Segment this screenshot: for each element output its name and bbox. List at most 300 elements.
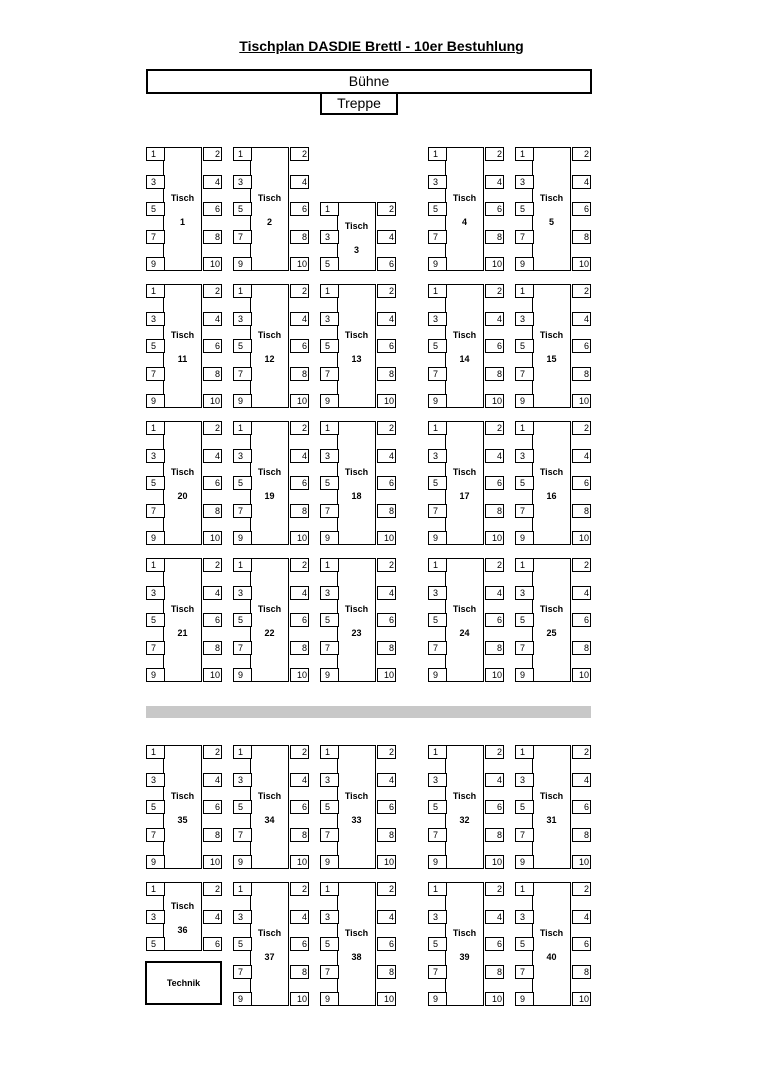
seat-box: 6 bbox=[485, 476, 504, 490]
table-40 bbox=[532, 882, 571, 1006]
seat-box: 1 bbox=[515, 882, 534, 896]
seat-box: 9 bbox=[233, 394, 252, 408]
seat-box: 7 bbox=[515, 504, 534, 518]
seat-box: 10 bbox=[572, 992, 591, 1006]
table-32 bbox=[445, 745, 484, 869]
seat-box: 1 bbox=[428, 882, 447, 896]
seat-box: 4 bbox=[290, 586, 309, 600]
table-number-label: 15 bbox=[546, 354, 557, 364]
seat-box: 2 bbox=[377, 421, 396, 435]
seat-box: 6 bbox=[377, 937, 396, 951]
seat-box: 9 bbox=[146, 394, 165, 408]
seat-box: 5 bbox=[146, 476, 165, 490]
seat-box: 7 bbox=[233, 367, 252, 381]
seat-box: 8 bbox=[203, 641, 222, 655]
seat-box: 5 bbox=[146, 339, 165, 353]
seat-box: 9 bbox=[428, 668, 447, 682]
seat-box: 8 bbox=[377, 367, 396, 381]
table-35 bbox=[163, 745, 202, 869]
seat-box: 4 bbox=[377, 773, 396, 787]
table-number-label: 1 bbox=[179, 217, 185, 227]
seat-box: 6 bbox=[377, 257, 396, 271]
seat-box: 2 bbox=[572, 147, 591, 161]
seat-box: 3 bbox=[320, 230, 339, 244]
seat-box: 7 bbox=[515, 230, 534, 244]
seat-box: 4 bbox=[203, 910, 222, 924]
table-22 bbox=[250, 558, 289, 682]
seat-box: 10 bbox=[572, 855, 591, 869]
seat-box: 7 bbox=[515, 828, 534, 842]
table-number-label: 22 bbox=[264, 628, 275, 638]
table-word-label: Tisch bbox=[452, 791, 477, 801]
table-number-label: 32 bbox=[459, 815, 470, 825]
seat-box: 5 bbox=[146, 202, 165, 216]
seat-box: 1 bbox=[146, 882, 165, 896]
seat-box: 9 bbox=[515, 531, 534, 545]
seat-box: 9 bbox=[320, 668, 339, 682]
table-18 bbox=[337, 421, 376, 545]
seat-box: 1 bbox=[515, 421, 534, 435]
seat-box: 3 bbox=[233, 175, 252, 189]
seat-box: 5 bbox=[233, 800, 252, 814]
table-number-label: 40 bbox=[546, 952, 557, 962]
page-title: Tischplan DASDIE Brettl - 10er Bestuhlung bbox=[239, 38, 524, 54]
seat-box: 4 bbox=[377, 586, 396, 600]
seat-box: 2 bbox=[290, 147, 309, 161]
seat-box: 9 bbox=[233, 992, 252, 1006]
seat-box: 9 bbox=[320, 855, 339, 869]
seat-box: 4 bbox=[572, 175, 591, 189]
seat-box: 2 bbox=[377, 745, 396, 759]
seat-box: 6 bbox=[290, 339, 309, 353]
seat-box: 1 bbox=[515, 284, 534, 298]
seat-box: 3 bbox=[428, 449, 447, 463]
seat-box: 6 bbox=[485, 613, 504, 627]
table-number-label: 34 bbox=[264, 815, 275, 825]
seat-box: 7 bbox=[515, 367, 534, 381]
seat-box: 6 bbox=[485, 202, 504, 216]
seat-box: 5 bbox=[428, 202, 447, 216]
seat-box: 3 bbox=[146, 312, 165, 326]
seat-box: 6 bbox=[377, 800, 396, 814]
seat-box: 6 bbox=[572, 800, 591, 814]
seat-box: 9 bbox=[515, 394, 534, 408]
seat-box: 10 bbox=[290, 668, 309, 682]
seat-box: 2 bbox=[377, 284, 396, 298]
seat-box: 9 bbox=[428, 992, 447, 1006]
seat-box: 10 bbox=[290, 531, 309, 545]
table-12 bbox=[250, 284, 289, 408]
seat-box: 9 bbox=[233, 855, 252, 869]
seat-box: 4 bbox=[485, 773, 504, 787]
table-word-label: Tisch bbox=[257, 791, 282, 801]
seat-box: 6 bbox=[290, 937, 309, 951]
seat-box: 1 bbox=[320, 882, 339, 896]
table-17 bbox=[445, 421, 484, 545]
table-number-label: 38 bbox=[351, 952, 362, 962]
seat-box: 8 bbox=[485, 230, 504, 244]
table-24 bbox=[445, 558, 484, 682]
seat-box: 6 bbox=[290, 476, 309, 490]
table-number-label: 24 bbox=[459, 628, 470, 638]
table-13 bbox=[337, 284, 376, 408]
seat-box: 9 bbox=[515, 992, 534, 1006]
seat-box: 8 bbox=[377, 641, 396, 655]
seat-box: 5 bbox=[146, 613, 165, 627]
seat-box: 6 bbox=[377, 476, 396, 490]
table-word-label: Tisch bbox=[344, 220, 369, 231]
seat-box: 6 bbox=[485, 800, 504, 814]
seat-box: 4 bbox=[290, 175, 309, 189]
table-word-label: Tisch bbox=[257, 330, 282, 340]
seat-box: 7 bbox=[428, 504, 447, 518]
table-number-label: 23 bbox=[351, 628, 362, 638]
seat-box: 3 bbox=[233, 910, 252, 924]
stairs-box: Treppe bbox=[320, 92, 398, 115]
seat-box: 2 bbox=[290, 745, 309, 759]
seat-box: 2 bbox=[377, 202, 396, 216]
table-number-label: 31 bbox=[546, 815, 557, 825]
seat-box: 1 bbox=[146, 558, 165, 572]
seat-box: 4 bbox=[572, 312, 591, 326]
table-number-label: 13 bbox=[351, 354, 362, 364]
table-number-label: 37 bbox=[264, 952, 275, 962]
seat-box: 1 bbox=[320, 421, 339, 435]
seat-box: 6 bbox=[572, 613, 591, 627]
seat-box: 5 bbox=[146, 800, 165, 814]
seat-box: 7 bbox=[146, 828, 165, 842]
table-word-label: Tisch bbox=[344, 604, 369, 614]
seat-box: 4 bbox=[572, 910, 591, 924]
table-4 bbox=[445, 147, 484, 271]
seat-box: 5 bbox=[320, 800, 339, 814]
seat-box: 8 bbox=[203, 828, 222, 842]
seat-box: 2 bbox=[572, 745, 591, 759]
table-number-label: 35 bbox=[177, 815, 188, 825]
seat-box: 2 bbox=[377, 882, 396, 896]
seat-box: 5 bbox=[428, 613, 447, 627]
seat-box: 1 bbox=[428, 284, 447, 298]
seat-box: 4 bbox=[485, 910, 504, 924]
seat-box: 1 bbox=[428, 558, 447, 572]
seat-box: 5 bbox=[515, 476, 534, 490]
seat-box: 4 bbox=[377, 230, 396, 244]
table-39 bbox=[445, 882, 484, 1006]
seat-box: 3 bbox=[233, 586, 252, 600]
seat-box: 3 bbox=[515, 449, 534, 463]
table-14 bbox=[445, 284, 484, 408]
seat-box: 10 bbox=[572, 394, 591, 408]
seat-box: 2 bbox=[485, 882, 504, 896]
table-word-label: Tisch bbox=[344, 330, 369, 340]
seat-box: 7 bbox=[320, 828, 339, 842]
table-38 bbox=[337, 882, 376, 1006]
seat-box: 10 bbox=[377, 992, 396, 1006]
seat-box: 1 bbox=[515, 147, 534, 161]
seat-box: 1 bbox=[320, 558, 339, 572]
seat-box: 4 bbox=[377, 449, 396, 463]
seat-box: 2 bbox=[203, 421, 222, 435]
table-number-label: 20 bbox=[177, 491, 188, 501]
table-word-label: Tisch bbox=[539, 791, 564, 801]
seat-box: 2 bbox=[377, 558, 396, 572]
seat-box: 8 bbox=[485, 965, 504, 979]
table-21 bbox=[163, 558, 202, 682]
table-word-label: Tisch bbox=[170, 193, 195, 203]
seat-box: 1 bbox=[233, 421, 252, 435]
seat-box: 1 bbox=[320, 745, 339, 759]
seat-box: 5 bbox=[515, 613, 534, 627]
seat-box: 6 bbox=[572, 937, 591, 951]
seat-box: 2 bbox=[203, 284, 222, 298]
seat-box: 9 bbox=[428, 257, 447, 271]
seat-box: 8 bbox=[290, 641, 309, 655]
seat-box: 3 bbox=[428, 175, 447, 189]
seat-box: 6 bbox=[290, 202, 309, 216]
seat-box: 5 bbox=[320, 613, 339, 627]
seat-box: 6 bbox=[203, 476, 222, 490]
seat-box: 10 bbox=[290, 992, 309, 1006]
seat-box: 3 bbox=[320, 312, 339, 326]
seat-box: 8 bbox=[290, 367, 309, 381]
table-word-label: Tisch bbox=[452, 193, 477, 203]
table-word-label: Tisch bbox=[344, 791, 369, 801]
table-11 bbox=[163, 284, 202, 408]
seat-box: 9 bbox=[320, 531, 339, 545]
seat-box: 7 bbox=[146, 230, 165, 244]
seat-box: 3 bbox=[146, 586, 165, 600]
seat-box: 10 bbox=[572, 531, 591, 545]
seat-box: 8 bbox=[203, 504, 222, 518]
seat-box: 8 bbox=[572, 367, 591, 381]
table-33 bbox=[337, 745, 376, 869]
seat-box: 4 bbox=[572, 773, 591, 787]
seat-box: 7 bbox=[233, 828, 252, 842]
seat-box: 5 bbox=[515, 800, 534, 814]
seat-box: 9 bbox=[515, 668, 534, 682]
seat-box: 5 bbox=[320, 257, 339, 271]
seat-box: 10 bbox=[485, 855, 504, 869]
seat-box: 6 bbox=[203, 937, 222, 951]
seat-box: 8 bbox=[572, 965, 591, 979]
seat-box: 6 bbox=[290, 800, 309, 814]
seat-box: 2 bbox=[203, 745, 222, 759]
seat-box: 4 bbox=[290, 773, 309, 787]
seat-box: 3 bbox=[515, 175, 534, 189]
seat-box: 8 bbox=[485, 504, 504, 518]
seat-box: 6 bbox=[203, 800, 222, 814]
seat-box: 9 bbox=[233, 257, 252, 271]
table-word-label: Tisch bbox=[170, 900, 195, 911]
seat-box: 9 bbox=[428, 394, 447, 408]
seat-box: 2 bbox=[485, 284, 504, 298]
seat-box: 1 bbox=[146, 421, 165, 435]
table-word-label: Tisch bbox=[257, 467, 282, 477]
seat-box: 8 bbox=[203, 230, 222, 244]
table-number-label: 21 bbox=[177, 628, 188, 638]
seat-box: 3 bbox=[233, 773, 252, 787]
seat-box: 6 bbox=[203, 202, 222, 216]
seat-box: 2 bbox=[290, 558, 309, 572]
seat-box: 8 bbox=[485, 367, 504, 381]
seat-box: 5 bbox=[233, 339, 252, 353]
seat-box: 6 bbox=[572, 339, 591, 353]
seat-box: 8 bbox=[572, 230, 591, 244]
seat-box: 3 bbox=[233, 312, 252, 326]
seat-box: 5 bbox=[233, 937, 252, 951]
seat-box: 7 bbox=[428, 828, 447, 842]
seat-box: 9 bbox=[146, 668, 165, 682]
table-number-label: 5 bbox=[548, 217, 554, 227]
seat-box: 4 bbox=[485, 449, 504, 463]
seat-box: 3 bbox=[428, 312, 447, 326]
table-number-label: 25 bbox=[546, 628, 557, 638]
seat-box: 1 bbox=[233, 882, 252, 896]
seat-box: 7 bbox=[428, 641, 447, 655]
table-number-label: 36 bbox=[177, 924, 188, 935]
seat-box: 1 bbox=[320, 202, 339, 216]
seat-box: 2 bbox=[572, 882, 591, 896]
seat-box: 7 bbox=[320, 641, 339, 655]
seat-box: 8 bbox=[377, 965, 396, 979]
seat-box: 10 bbox=[290, 257, 309, 271]
seat-box: 6 bbox=[572, 476, 591, 490]
seat-box: 5 bbox=[320, 937, 339, 951]
seat-box: 10 bbox=[485, 394, 504, 408]
table-15 bbox=[532, 284, 571, 408]
seat-box: 3 bbox=[515, 773, 534, 787]
seat-box: 5 bbox=[146, 937, 165, 951]
seat-box: 4 bbox=[203, 175, 222, 189]
table-word-label: Tisch bbox=[452, 467, 477, 477]
seat-box: 7 bbox=[233, 504, 252, 518]
seat-box: 9 bbox=[233, 531, 252, 545]
seat-box: 4 bbox=[203, 312, 222, 326]
seat-box: 5 bbox=[233, 476, 252, 490]
seat-box: 1 bbox=[233, 284, 252, 298]
seat-box: 8 bbox=[203, 367, 222, 381]
seat-box: 7 bbox=[233, 230, 252, 244]
seat-box: 3 bbox=[320, 586, 339, 600]
seat-box: 7 bbox=[515, 965, 534, 979]
seat-box: 7 bbox=[146, 367, 165, 381]
table-number-label: 11 bbox=[177, 354, 188, 364]
seat-box: 3 bbox=[233, 449, 252, 463]
seat-box: 2 bbox=[203, 558, 222, 572]
seat-box: 4 bbox=[203, 449, 222, 463]
table-word-label: Tisch bbox=[170, 330, 195, 340]
seat-box: 3 bbox=[428, 773, 447, 787]
seat-box: 9 bbox=[233, 668, 252, 682]
seat-box: 6 bbox=[485, 339, 504, 353]
seat-box: 2 bbox=[572, 558, 591, 572]
seat-box: 7 bbox=[233, 965, 252, 979]
seat-box: 2 bbox=[290, 882, 309, 896]
seat-box: 4 bbox=[203, 586, 222, 600]
seat-box: 6 bbox=[485, 937, 504, 951]
seat-box: 3 bbox=[146, 449, 165, 463]
table-19 bbox=[250, 421, 289, 545]
table-number-label: 39 bbox=[459, 952, 470, 962]
seat-box: 10 bbox=[572, 257, 591, 271]
seat-box: 8 bbox=[290, 504, 309, 518]
seat-box: 7 bbox=[146, 641, 165, 655]
seat-box: 7 bbox=[320, 504, 339, 518]
seat-box: 2 bbox=[203, 882, 222, 896]
table-5 bbox=[532, 147, 571, 271]
seat-box: 10 bbox=[290, 394, 309, 408]
table-word-label: Tisch bbox=[539, 467, 564, 477]
seat-box: 10 bbox=[485, 992, 504, 1006]
seat-box: 3 bbox=[428, 586, 447, 600]
seat-box: 8 bbox=[572, 641, 591, 655]
seat-box: 10 bbox=[377, 855, 396, 869]
seat-box: 4 bbox=[572, 586, 591, 600]
section-divider bbox=[146, 706, 591, 718]
seat-box: 10 bbox=[377, 531, 396, 545]
table-25 bbox=[532, 558, 571, 682]
seat-box: 8 bbox=[485, 641, 504, 655]
seat-box: 1 bbox=[233, 558, 252, 572]
seat-box: 1 bbox=[320, 284, 339, 298]
table-word-label: Tisch bbox=[344, 928, 369, 938]
seat-box: 4 bbox=[485, 586, 504, 600]
seat-box: 1 bbox=[146, 147, 165, 161]
table-number-label: 2 bbox=[266, 217, 272, 227]
seat-box: 2 bbox=[485, 558, 504, 572]
seat-box: 5 bbox=[428, 339, 447, 353]
table-20 bbox=[163, 421, 202, 545]
table-number-label: 4 bbox=[461, 217, 467, 227]
seat-box: 10 bbox=[485, 531, 504, 545]
seat-box: 2 bbox=[485, 745, 504, 759]
seat-box: 10 bbox=[572, 668, 591, 682]
table-number-label: 3 bbox=[353, 244, 359, 255]
seat-box: 3 bbox=[320, 773, 339, 787]
seat-box: 1 bbox=[233, 745, 252, 759]
table-word-label: Tisch bbox=[452, 604, 477, 614]
table-23 bbox=[337, 558, 376, 682]
technik-box: Technik bbox=[145, 961, 222, 1005]
table-word-label: Tisch bbox=[344, 467, 369, 477]
seat-box: 2 bbox=[203, 147, 222, 161]
seat-box: 6 bbox=[290, 613, 309, 627]
table-37 bbox=[250, 882, 289, 1006]
seat-box: 6 bbox=[377, 339, 396, 353]
seat-box: 5 bbox=[515, 202, 534, 216]
seat-box: 10 bbox=[377, 394, 396, 408]
seat-box: 1 bbox=[428, 421, 447, 435]
seat-box: 3 bbox=[515, 586, 534, 600]
table-2 bbox=[250, 147, 289, 271]
seat-box: 4 bbox=[203, 773, 222, 787]
seat-box: 5 bbox=[428, 937, 447, 951]
seat-box: 5 bbox=[320, 339, 339, 353]
table-number-label: 16 bbox=[546, 491, 557, 501]
seat-box: 10 bbox=[203, 531, 222, 545]
seat-box: 7 bbox=[428, 367, 447, 381]
seat-box: 7 bbox=[233, 641, 252, 655]
seat-box: 9 bbox=[320, 394, 339, 408]
seat-box: 7 bbox=[515, 641, 534, 655]
seat-box: 1 bbox=[146, 745, 165, 759]
table-34 bbox=[250, 745, 289, 869]
table-16 bbox=[532, 421, 571, 545]
seat-box: 6 bbox=[377, 613, 396, 627]
seat-box: 2 bbox=[290, 284, 309, 298]
seat-box: 1 bbox=[428, 745, 447, 759]
seat-box: 4 bbox=[290, 449, 309, 463]
